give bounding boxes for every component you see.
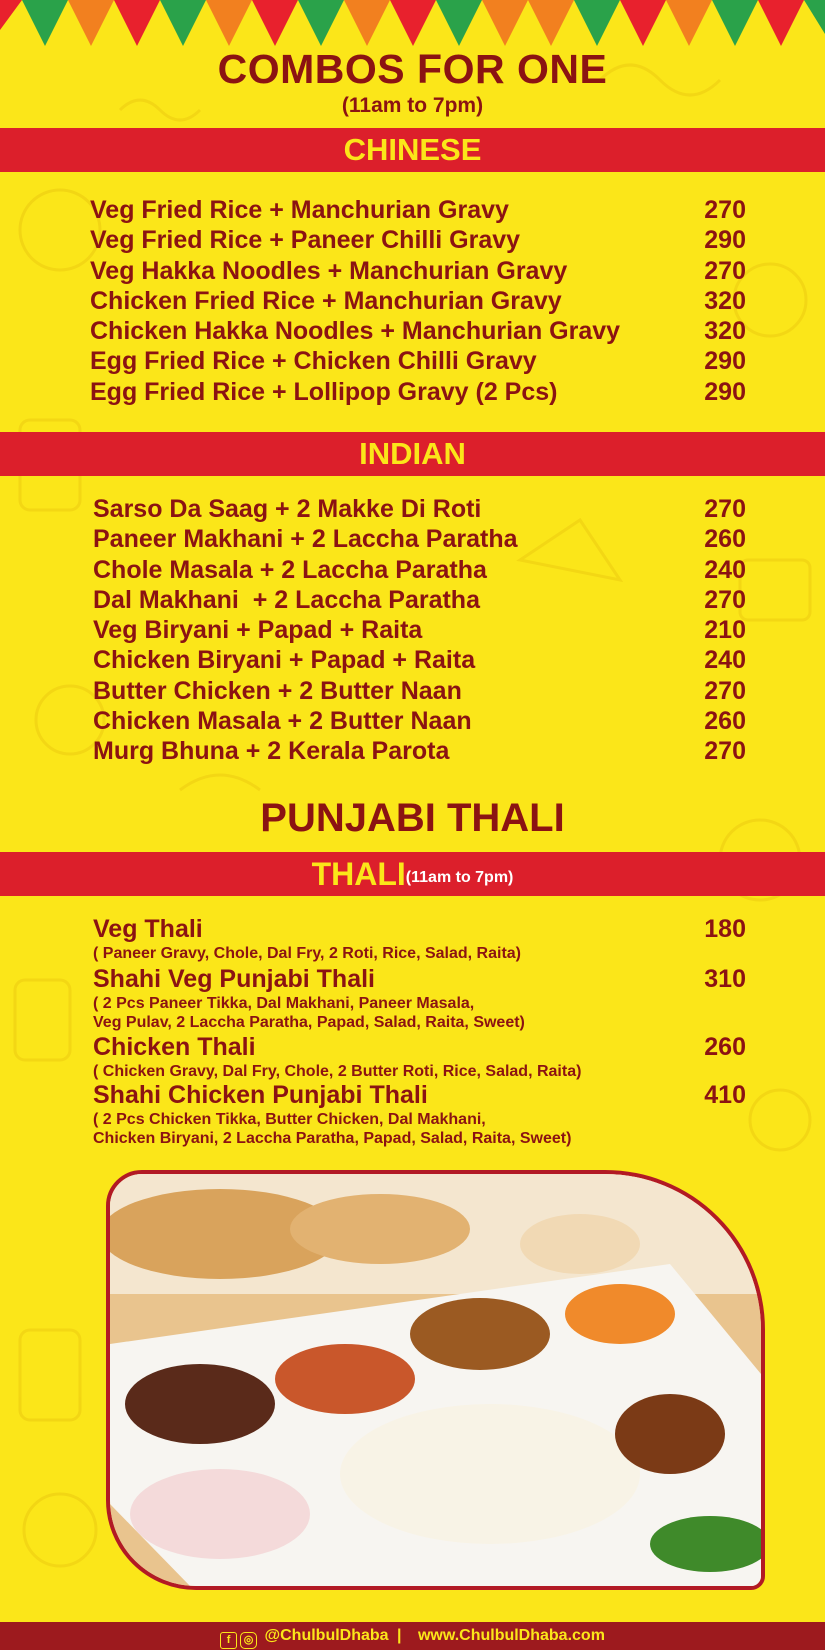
item-price: 310	[704, 965, 746, 993]
item-price: 260	[704, 707, 746, 736]
list-item	[90, 317, 746, 347]
list-item	[90, 257, 746, 287]
bunting-flags	[0, 0, 825, 48]
social-handle[interactable]: @ChulbulDhaba	[264, 1627, 389, 1644]
item-price: 290	[704, 347, 746, 376]
item-name: Egg Fried Rice + Chicken Chilli Gravy	[90, 347, 537, 376]
item-name: Butter Chicken + 2 Butter Naan	[93, 676, 462, 705]
item-price: 270	[704, 585, 746, 614]
section-header-indian: INDIAN	[0, 432, 825, 476]
item-price: 260	[704, 525, 746, 554]
item-price: 270	[704, 256, 746, 285]
thali-timing: (11am to 7pm)	[405, 869, 514, 886]
list-item	[93, 646, 746, 676]
list-item	[93, 915, 746, 965]
list-item	[93, 965, 746, 1033]
item-description: ( 2 Pcs Chicken Tikka, Butter Chicken, Dal Makhani, Chicken Biryani, 2 Laccha Paratha, Papad, Salad, Raita, Sweet)	[93, 1111, 572, 1147]
item-name: Sarso Da Saag + 2 Makke Di Roti	[93, 495, 482, 523]
item-name: Shahi Veg Punjabi Thali	[93, 965, 375, 993]
item-name: Chole Masala + 2 Laccha Paratha	[93, 555, 487, 584]
item-name: Chicken Fried Rice + Manchurian Gravy	[90, 286, 562, 315]
thali-illustration	[110, 1174, 761, 1586]
section-header-thali	[0, 852, 825, 896]
list-item	[93, 525, 746, 555]
item-price: 240	[704, 555, 746, 584]
instagram-icon[interactable]: ◎	[240, 1632, 257, 1649]
item-price: 260	[704, 1033, 746, 1061]
item-price: 240	[704, 646, 746, 675]
footer-bar	[0, 1622, 825, 1650]
list-item	[93, 1033, 746, 1081]
item-price: 290	[704, 226, 746, 255]
section-header-chinese: CHINESE	[0, 128, 825, 172]
punjabi-thali-title: PUNJABI THALI	[260, 796, 565, 840]
item-name: Veg Hakka Noodles + Manchurian Gravy	[90, 256, 568, 285]
page-timing: (11am to 7pm)	[341, 94, 484, 117]
item-price: 210	[704, 616, 746, 645]
item-name: Egg Fried Rice + Lollipop Gravy (2 Pcs)	[90, 377, 558, 406]
page-title: COMBOS FOR ONE	[217, 46, 608, 92]
item-name: Chicken Hakka Noodles + Manchurian Gravy	[90, 317, 621, 346]
item-description: ( 2 Pcs Paneer Tikka, Dal Makhani, Paneer Masala, Veg Pulav, 2 Laccha Paratha, Papad, Salad, Raita, Sweet)	[93, 995, 525, 1031]
list-item	[93, 495, 746, 525]
item-name: Paneer Makhani + 2 Laccha Paratha	[93, 525, 518, 554]
item-name: Dal Makhani + 2 Laccha Paratha	[93, 585, 480, 614]
item-price: 290	[704, 377, 746, 406]
item-description: ( Paneer Gravy, Chole, Dal Fry, 2 Roti, Rice, Salad, Raita)	[93, 945, 521, 962]
list-item	[93, 1081, 746, 1149]
list-item	[93, 677, 746, 707]
list-item	[90, 378, 746, 408]
item-name: Shahi Chicken Punjabi Thali	[93, 1081, 428, 1109]
item-name: Chicken Thali	[93, 1033, 256, 1061]
item-name: Chicken Biryani + Papad + Raita	[93, 646, 476, 675]
footer-separator: |	[397, 1627, 402, 1644]
item-name: Veg Fried Rice + Manchurian Gravy	[90, 196, 509, 224]
list-item	[93, 556, 746, 586]
item-price: 410	[704, 1081, 746, 1109]
item-description: ( Chicken Gravy, Dal Fry, Chole, 2 Butter Roti, Rice, Salad, Raita)	[93, 1063, 582, 1080]
list-item	[93, 586, 746, 616]
list-item	[93, 707, 746, 737]
website-link[interactable]: www.ChulbulDhaba.com	[417, 1627, 605, 1644]
item-price: 320	[704, 317, 746, 346]
list-item	[90, 347, 746, 377]
item-price: 270	[704, 196, 746, 224]
list-item	[93, 616, 746, 646]
item-price: 270	[704, 495, 746, 523]
item-price: 270	[704, 737, 746, 766]
indian-list	[93, 495, 746, 768]
list-item	[90, 226, 746, 256]
item-name: Chicken Masala + 2 Butter Naan	[93, 707, 472, 736]
thali-label: THALI	[311, 856, 406, 892]
thali-food-photo	[106, 1170, 765, 1590]
item-name: Veg Fried Rice + Paneer Chilli Gravy	[90, 226, 521, 255]
thali-list	[93, 915, 746, 1149]
item-price: 320	[704, 286, 746, 315]
list-item	[90, 287, 746, 317]
chinese-list	[90, 196, 746, 408]
item-price: 270	[704, 676, 746, 705]
list-item	[90, 196, 746, 226]
item-name: Veg Biryani + Papad + Raita	[93, 616, 423, 645]
facebook-icon[interactable]: f	[220, 1632, 237, 1649]
item-name: Murg Bhuna + 2 Kerala Parota	[93, 737, 450, 766]
item-name: Veg Thali	[93, 915, 203, 943]
list-item	[93, 737, 746, 767]
item-price: 180	[704, 915, 746, 943]
